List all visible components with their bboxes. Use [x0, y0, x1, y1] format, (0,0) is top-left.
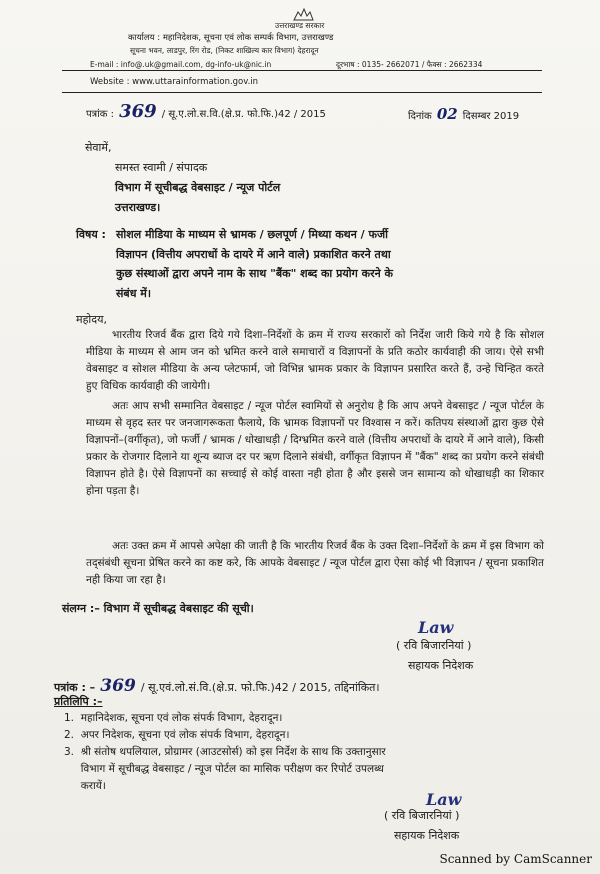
signature-2-name: ( रवि बिजारनियां ) — [384, 809, 460, 822]
office-line-1: कार्यालय : महानिदेशक, सूचना एवं लोक सम्पर्क विभाग, उत्तराखण्ड — [128, 33, 334, 43]
website-line: Website : www.uttarainformation.gov.in — [90, 77, 259, 87]
office-line-2: सूचना भवन, लाडपुर, रिंग रोड, (निकट शाखिल्य कार विभाग) देहरादून — [130, 46, 319, 55]
subject-line-3: कुछ संस्थाओं द्वारा अपने नाम के साथ "बैंक" शब्द का प्रयोग करने के — [116, 267, 393, 280]
phone-line: दूरभाष : 0135- 2662071 / फैक्स : 2662334 — [336, 60, 483, 69]
letterhead-rule-1 — [62, 70, 542, 71]
salutation: सेवामें, — [85, 141, 112, 154]
copy-item: करायें। — [64, 780, 106, 792]
reference-number: 369 — [119, 101, 157, 122]
copy-reference-number: 369 — [100, 676, 136, 696]
emblem-icon — [292, 6, 314, 20]
copy-reference-line: पत्रांक : – 369 / सू.एवं.लो.सं.वि.(क्षे.प्र. फो.फि.)42 / 2015, तद्दिनांकित। — [54, 676, 380, 696]
greeting: महोदय, — [76, 313, 107, 326]
paragraph-3: अतः उक्त क्रम में आपसे अपेक्षा की जाती है कि भारतीय रिजर्व बैंक के उक्त दिशा–निर्देशों के क्रम में इस विभाग को तद्संबंधी सूचना प्रेषित करने का कष्ट करे, कि आपके वेबसाइट / न्यूज पोर्टल द्वारा ऐसा कोई भी विज्ञापन / सूचना प्रकाशित नही किया जा रहा है। — [86, 540, 544, 586]
copy-item: 1. महानिदेशक, सूचना एवं लोक संपर्क विभाग, देहरादून। — [64, 712, 283, 724]
address-line-1: समस्त स्वामी / संपादक — [115, 161, 208, 174]
copy-item: 3. श्री संतोष थपलियाल, प्रोग्रामर (आउटसोर्स) को इस निर्देश के साथ कि उक्तानुसार — [64, 746, 386, 758]
letterhead-rule-2 — [62, 92, 542, 93]
paragraph-1: भारतीय रिजर्व बैंक द्वारा दिये गये दिशा–निर्देशों के क्रम में राज्य सरकारों को निर्देश जारी किये गये है कि सोशल मीडिया के माध्यम से आम जन को भ्रमित करने वाले समाचारों व विज्ञापनों के प्रति कठोर कार्यवाही की जाय। ऐसे सभी वेबसाइट व सोशल मीडिया के अन्य प्लेटफार्म, जो विभिन्न भ्रामक प्रकार के विज्ञापन प्रसारित करते हैं, उन्हे चिन्हित करते हुए विधिक कार्यवाही की जायेगी। — [86, 329, 544, 392]
copy-item: 2. अपर निदेशक, सूचना एवं लोक संपर्क विभाग, देहरादून। — [64, 729, 290, 741]
address-line-3: उत्तराखण्ड। — [115, 201, 161, 214]
subject-line-4: संबंध में। — [116, 287, 152, 300]
paragraph-2: अतः आप सभी सम्मानित वेबसाइट / न्यूज पोर्टल स्वामियों से अनुरोध है कि आप अपने वेबसाइट / न्यूज पोर्टल के माध्यम से वृहद स्तर पर जनजागरूकता फैलाये, कि भ्रामक विज्ञापनों पर विश्वास न करें। कतिपय संस्थाओं द्वारा कुछ ऐसे विज्ञापनों–(वर्गीकृत), जो फर्जी / भ्रामक / धोखाधड़ी / दिग्भ्रमित करने वाले (वित्तीय अपराधों के दायरे में आने वाले), किसी प्रकार के रोजगार दिलाने या शून्य ब्याज दर पर ऋण दिलाने संबंधी, वर्गीकृत विज्ञापन में "बैंक" शब्द का प्रयोग करने संबंधी विज्ञापन होते है। ऐसे विज्ञापनों का सच्चाई से कोई वास्ता नही होता है और इससे जन सामान्य को धोखाधड़ी का शिकार होना पड़ता है। — [86, 400, 544, 497]
signature-1-name: ( रवि बिजारनियां ) — [396, 639, 472, 652]
copy-heading: प्रतिलिपि :– — [54, 695, 103, 708]
camscanner-watermark: Scanned by CamScanner — [439, 852, 592, 866]
email-line: E-mail : info@.uk@gmail.com, dg-info-uk@nic.in — [90, 60, 272, 69]
signature-1-designation: सहायक निदेशक — [408, 659, 474, 672]
signature-2-handwriting: Law — [426, 790, 462, 809]
date-line: दिनांक 02 दिसम्बर 2019 — [408, 105, 520, 123]
enclosure-line: संलग्न :– विभाग में सूचीबद्ध वेबसाइट की सूची। — [62, 602, 254, 615]
subject-line-2: विज्ञापन (वित्तीय अपराधों के दायरे में आने वाले) प्रकाशित करने तथा — [116, 248, 391, 261]
subject-line-1: सोशल मीडिया के माध्यम से भ्रामक / छलपूर्ण / मिथ्या कथन / फर्जी — [116, 228, 388, 241]
address-line-2: विभाग में सूचीबद्ध वेबसाइट / न्यूज पोर्टल — [115, 181, 281, 194]
copy-item: विभाग में सूचीबद्ध वेबसाइट / न्यूज पोर्टल का मासिक परीक्षण कर रिपोर्ट उपलब्ध — [64, 763, 384, 775]
govt-name: उत्तराखण्ड सरकार — [275, 21, 325, 30]
signature-2-designation: सहायक निदेशक — [394, 829, 460, 842]
signature-1-handwriting: Law — [418, 618, 454, 637]
reference-line: पत्रांक : 369 / सू.ए.लो.स.वि.(क्षे.प्र. फो.फि.)42 / 2015 — [86, 101, 326, 122]
copy-list — [64, 710, 544, 795]
subject-label: विषय : — [76, 228, 106, 241]
